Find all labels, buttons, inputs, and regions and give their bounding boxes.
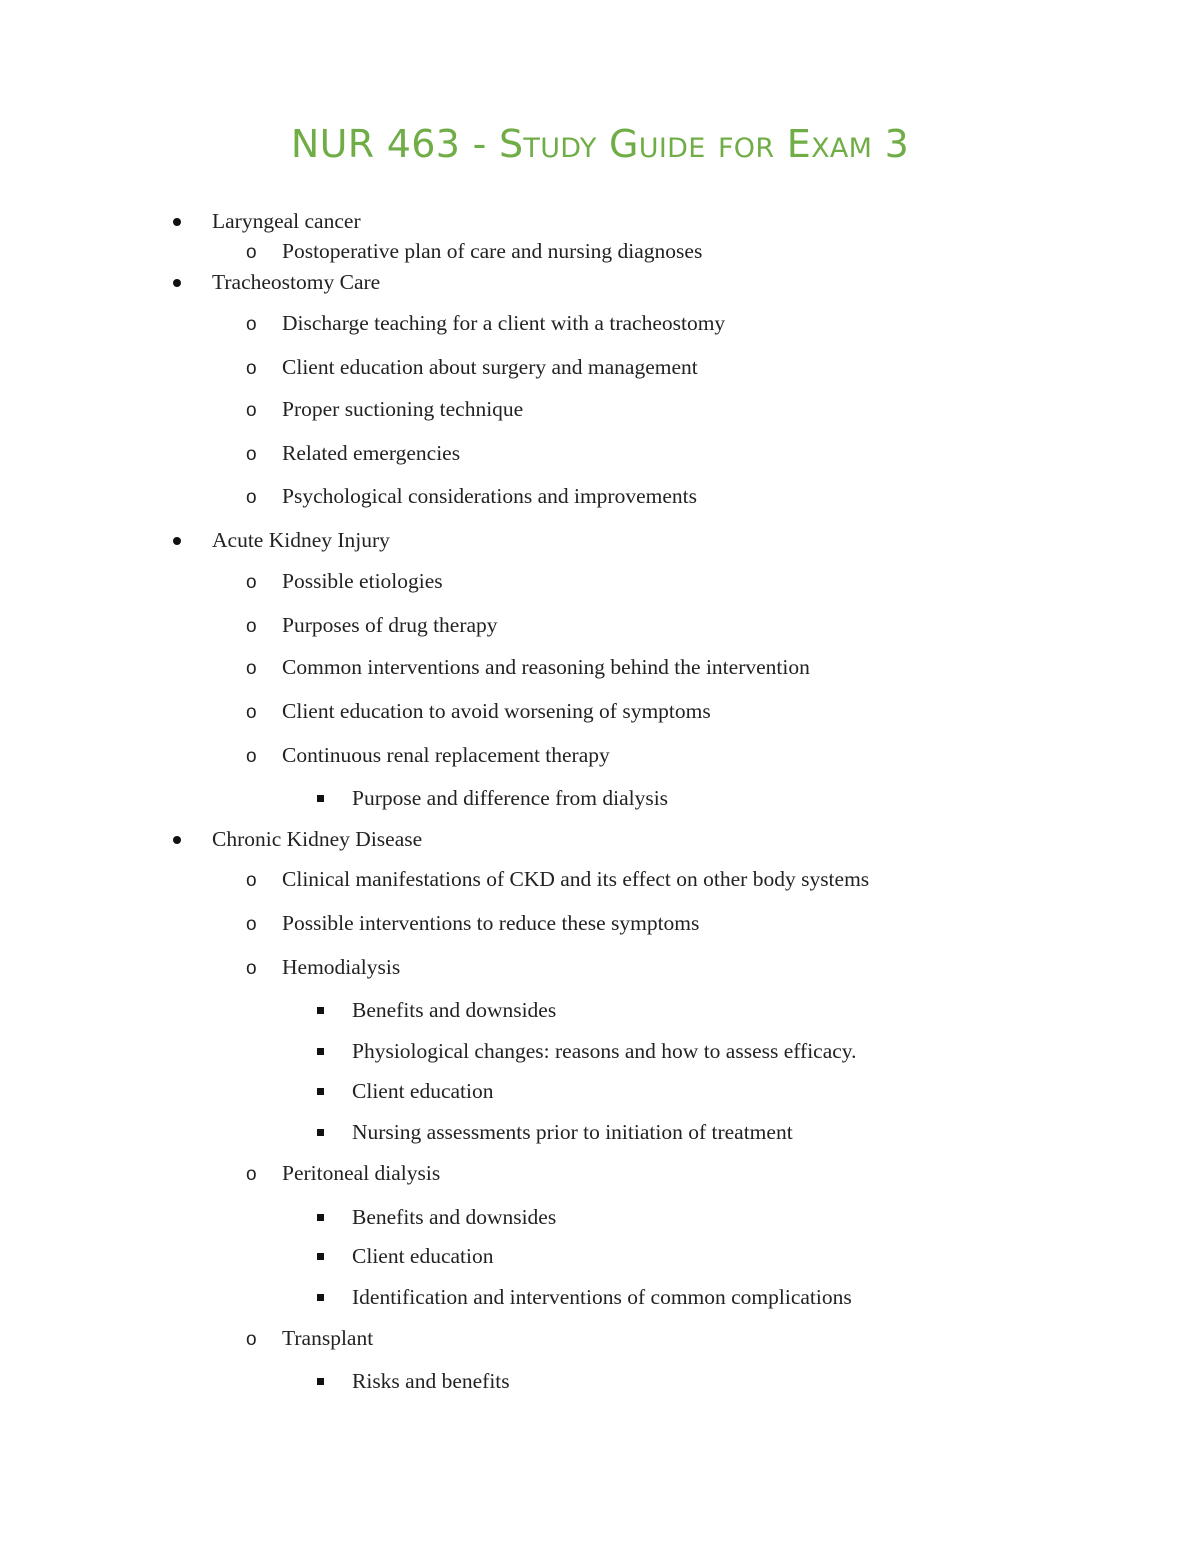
list-item-level-3 (0, 1076, 1200, 1106)
list-item-text: Chronic Kidney Disease (212, 827, 423, 851)
list-item-text: Proper suctioning technique (282, 397, 524, 421)
square-bullet-icon (317, 1366, 324, 1396)
list-item-text: Postoperative plan of care and nursing diagnoses (282, 239, 703, 263)
list-item-level-2 (0, 740, 1200, 770)
list-item-text: Acute Kidney Injury (212, 528, 390, 552)
bullet-circle-marker: o (246, 358, 257, 379)
list-item-text: Common interventions and reasoning behind the intervention (282, 655, 810, 679)
square-bullet-icon (317, 1036, 324, 1066)
bullet-circle-marker: o (246, 1164, 257, 1185)
list-item-level-2 (0, 236, 1200, 266)
list-item-level-2 (0, 352, 1200, 382)
list-item-level-2 (0, 908, 1200, 938)
bullet-circle-marker: o (246, 1329, 257, 1350)
list-item-text: Peritoneal dialysis (282, 1161, 441, 1185)
list-item-level-2 (0, 438, 1200, 468)
list-item-level-3 (0, 1036, 1200, 1066)
list-item-text: Client education about surgery and management (282, 355, 698, 379)
list-item-level-3 (0, 995, 1200, 1025)
square-bullet-icon (317, 995, 324, 1025)
list-item-text: Client education to avoid worsening of symptoms (282, 699, 711, 723)
list-item-level-3 (0, 1117, 1200, 1147)
list-item-level-2 (0, 308, 1200, 338)
bullet-dot-icon (173, 267, 181, 297)
list-item-text: Client education (352, 1079, 494, 1103)
bullet-circle-marker: o (246, 242, 257, 263)
list-item-level-3 (0, 1241, 1200, 1271)
square-bullet-icon (317, 1282, 324, 1312)
list-item-text: Purpose and difference from dialysis (352, 786, 669, 810)
bullet-circle-marker: o (246, 487, 257, 508)
list-item-text: Hemodialysis (282, 955, 401, 979)
bullet-circle-marker: o (246, 444, 257, 465)
bullet-circle-marker: o (246, 658, 257, 679)
list-item-text: Benefits and downsides (352, 1205, 557, 1229)
square-bullet-icon (317, 783, 324, 813)
list-item-text: Related emergencies (282, 441, 461, 465)
list-item-text: Nursing assessments prior to initiation of treatment (352, 1120, 793, 1144)
square-bullet-icon (317, 1117, 324, 1147)
list-item-level-2 (0, 610, 1200, 640)
list-item-level-1 (0, 824, 1200, 854)
list-item-text: Risks and benefits (352, 1369, 510, 1393)
bullet-circle-marker: o (246, 702, 257, 723)
bullet-circle-marker: o (246, 314, 257, 335)
list-item-text: Possible interventions to reduce these symptoms (282, 911, 700, 935)
square-bullet-icon (317, 1241, 324, 1271)
square-bullet-icon (317, 1202, 324, 1232)
list-item-level-3 (0, 1282, 1200, 1312)
list-item-text: Physiological changes: reasons and how to assess efficacy. (352, 1039, 857, 1063)
list-item-level-1 (0, 525, 1200, 555)
bullet-dot-icon (173, 525, 181, 555)
bullet-dot-icon (173, 824, 181, 854)
list-item-level-2 (0, 481, 1200, 511)
list-item-level-2 (0, 952, 1200, 982)
bullet-circle-marker: o (246, 572, 257, 593)
list-item-text: Benefits and downsides (352, 998, 557, 1022)
list-item-level-2 (0, 394, 1200, 424)
list-item-level-2 (0, 1323, 1200, 1353)
list-item-level-3 (0, 1366, 1200, 1396)
list-item-text: Tracheostomy Care (212, 270, 381, 294)
list-item-level-2 (0, 864, 1200, 894)
list-item-text: Client education (352, 1244, 494, 1268)
list-item-level-1 (0, 267, 1200, 297)
bullet-circle-marker: o (246, 400, 257, 421)
list-item-text: Purposes of drug therapy (282, 613, 498, 637)
bullet-circle-marker: o (246, 914, 257, 935)
bullet-circle-marker: o (246, 958, 257, 979)
list-item-text: Identification and interventions of common complications (352, 1285, 852, 1309)
list-item-text: Possible etiologies (282, 569, 443, 593)
list-item-level-1 (0, 206, 1200, 236)
list-item-level-2 (0, 652, 1200, 682)
list-item-level-2 (0, 566, 1200, 596)
list-item-level-3 (0, 1202, 1200, 1232)
page-title: NUR 463 - Study Guide for Exam 3 (290, 122, 910, 166)
list-item-text: Laryngeal cancer (212, 209, 361, 233)
bullet-circle-marker: o (246, 870, 257, 891)
bullet-dot-icon (173, 206, 181, 236)
square-bullet-icon (317, 1076, 324, 1106)
list-item-level-2 (0, 1158, 1200, 1188)
list-item-level-2 (0, 696, 1200, 726)
list-item-text: Psychological considerations and improvements (282, 484, 697, 508)
list-item-text: Continuous renal replacement therapy (282, 743, 610, 767)
bullet-circle-marker: o (246, 746, 257, 767)
list-item-text: Discharge teaching for a client with a tracheostomy (282, 311, 726, 335)
bullet-circle-marker: o (246, 616, 257, 637)
list-item-text: Clinical manifestations of CKD and its effect on other body systems (282, 867, 870, 891)
list-item-text: Transplant (282, 1326, 374, 1350)
list-item-level-3 (0, 783, 1200, 813)
